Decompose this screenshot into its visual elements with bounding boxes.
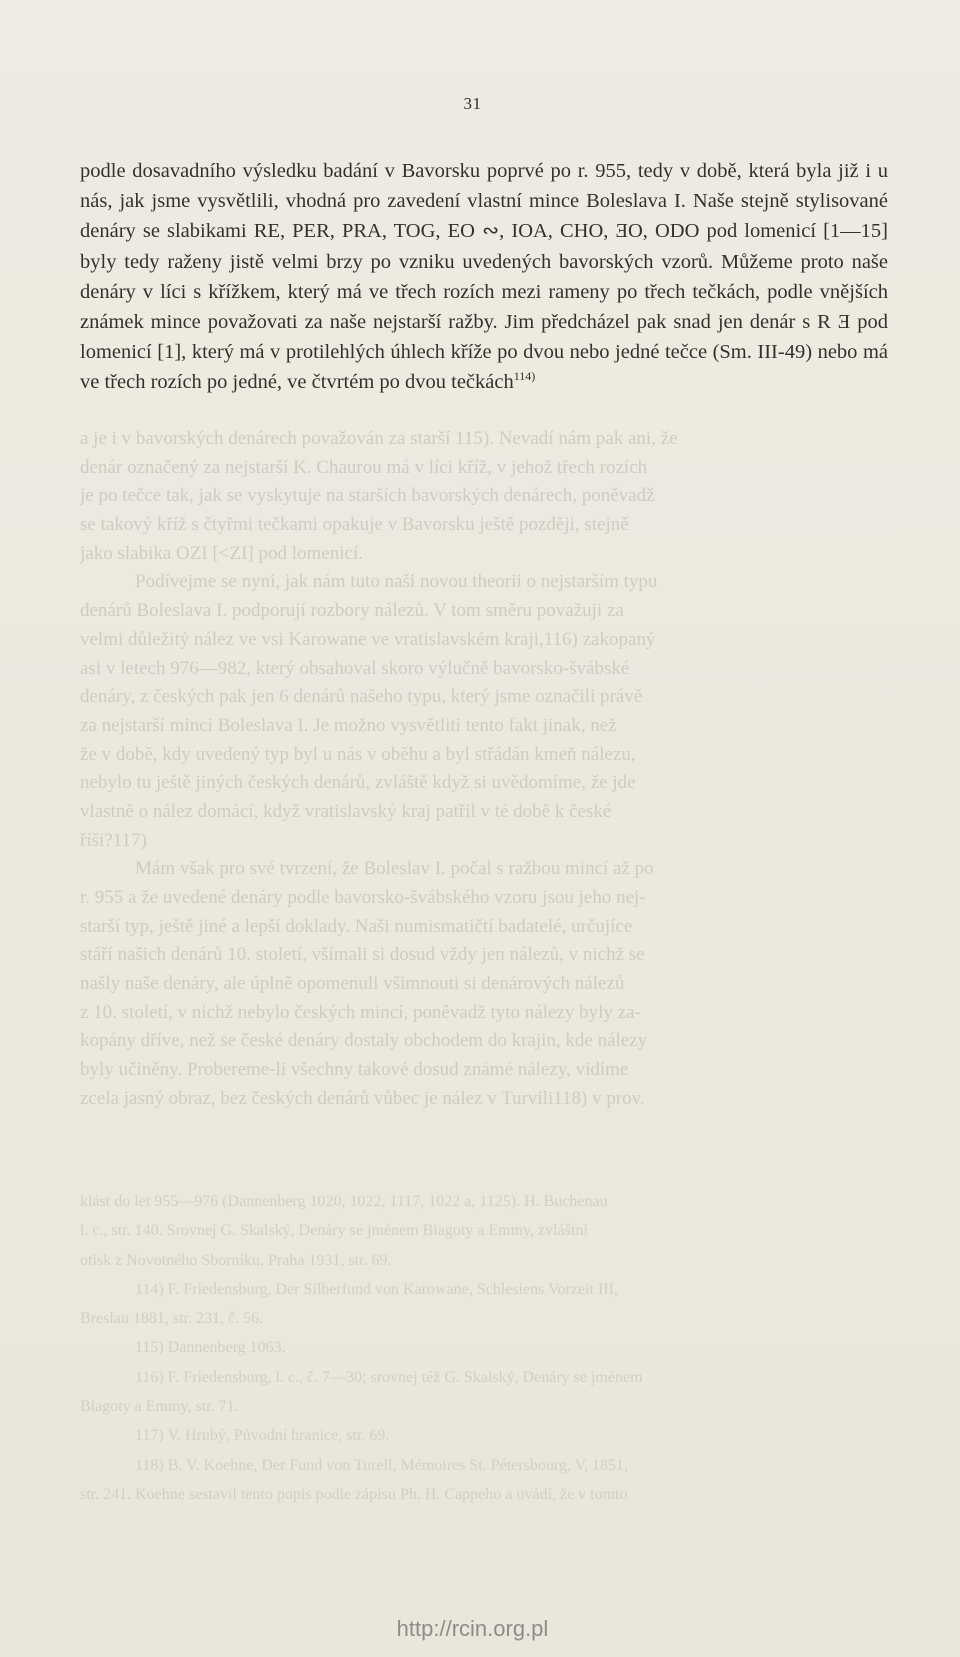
paragraph-text: podle dosavadního výsledku badání v Bavorsku poprvé po r. 955, tedy v době, která byla již i u nás, jak jsme vysvětlili, vhodná pro zavedení vlastní mince Boleslava I. Naše stejně stylisované denáry se slabikami RE, PER, PRA, TOG, EO ∾, IOA, CHO, ƎO, ODO pod lomenicí [1—15] byly tedy raženy jistě velmi brzy po vzniku uvedených bavorských vzorů. Můžeme proto naše denáry v líci s křížkem, který má ve třech rozích mezi rameny po třech tečkách, podle vnějších známek mince považovati za naše nejstarší ražby. Jim předcházel pak snad jen denár s R Ǝ pod lomenicí [1], který má v protilehlých úhlech kříže po dvou nebo jedné tečce (Sm. III-49) nebo má ve třech rozích po jedné, ve čtvrtém po dvou tečkách [80, 160, 888, 394]
footnotes-block [80, 1187, 888, 1517]
faded-line: asi v letech 976—982, který obsahoval skoro výlučně bavorsko-švábské [80, 657, 630, 679]
footnote-line: 114) F. Friedensburg, Der Silberfund von Karowane, Schlesiens Vorzeit III, [135, 1280, 618, 1298]
faded-line: kopány dříve, než se české denáry dostaly obchodem do krajin, kde nálezy [80, 1030, 648, 1052]
footnote-line: 118) B. V. Koehne, Der Fund von Turell, Mémoires St. Pétersbourg, V, 1851, [135, 1456, 629, 1474]
page-number: 31 [463, 94, 482, 113]
footnote-line: 116) F. Friedensburg, l. c., č. 7—30; srovnej též G. Skalský, Denáry se jménem [135, 1368, 643, 1386]
footnote-line: otisk z Novotného Sborníku, Praha 1931, str. 69. [80, 1251, 392, 1269]
faded-line: zcela jasný obraz, bez českých denárů vůbec je nález v Turvili118) v prov. [80, 1087, 645, 1109]
faded-line: že v době, kdy uvedený typ byl u nás v oběhu a byl střádán kmeň nálezu, [80, 743, 636, 765]
faded-line: denárů Boleslava I. podporují rozbory nálezů. V tom směru považuji za [80, 600, 624, 622]
footnote-line: klást do let 955—976 (Dannenberg 1020, 1022, 1117, 1022 a, 1125). H. Buchenau [80, 1193, 608, 1210]
footnote-line: 115) Dannenberg 1063. [135, 1339, 286, 1357]
footnote-line: str. 241. Koehne sestavil tento popis podle zápisu Ph. H. Cappeho a uvádí, že v tomto [80, 1485, 628, 1503]
faded-line: Podívejme se nyní, jak nám tuto naši novou theorii o nejstarším typu [135, 571, 658, 593]
faded-line: denár označený za nejstarší K. Chaurou má v líci kříž, v jehož třech rozích [80, 456, 648, 478]
faded-line: a je i v bavorských denárech považován za starší 115). Nevadí nám pak ani, že [80, 428, 678, 449]
faded-text-block [80, 425, 888, 1129]
faded-line: r. 955 a že uvedené denáry podle bavorsko-švábského vzoru jsou jeho nej- [80, 887, 646, 908]
main-paragraph [80, 156, 888, 398]
footnote-line: 117) V. Hrubý, Původní hranice, str. 69. [135, 1427, 390, 1445]
faded-line: velmi důležitý nález ve vsi Karowane ve vratislavském kraji,116) zakopaný [80, 628, 656, 650]
footnote-reference: 114) [513, 369, 536, 384]
footnote-line: Breslau 1881, str. 231, č. 56. [80, 1310, 264, 1328]
faded-line: stáří našich denárů 10. století, všímali si dosud vždy jen nálezů, v nichž se [80, 944, 645, 966]
footnote-line: Biagoty a Emmy, str. 71. [80, 1398, 239, 1416]
faded-line: byly učiněny. Probereme-li všechny takové dosud známé nálezy, vidíme [80, 1059, 629, 1081]
faded-line: nebylo tu ještě jiných českých denárů, zvláště když si uvědomíme, že jde [80, 772, 636, 794]
faded-line: Mám však pro své tvrzení, že Boleslav I. počal s ražbou mincí až po [135, 858, 654, 880]
faded-line: se takový kříž s čtyřmi tečkami opakuje v Bavorsku ještě později, stejně [80, 514, 629, 536]
faded-line: jako slabika OZI [<ZI] pod lomenicí. [80, 542, 363, 564]
faded-line: denáry, z českých pak jen 6 denárů našeho typu, který jsme označili právě [80, 686, 643, 708]
faded-line: říši?117) [80, 829, 147, 851]
faded-line: z 10. století, v nichž nebylo českých mincí, poněvadž tyto nálezy byly za- [80, 1001, 641, 1023]
source-watermark: http://rcin.org.pl [396, 1616, 549, 1641]
faded-line: je po tečce tak, jak se vyskytuje na starších bavorských denárech, poněvadž [80, 485, 655, 507]
faded-line: starší typ, ještě jiné a lepší doklady. Naši numismatičtí badatelé, určujíce [80, 915, 633, 937]
faded-line: našly naše denáry, ale úplně opomenuli všimnouti si denárových nálezů [80, 973, 625, 995]
faded-line: vlastně o nález domácí, když vratislavský kraj patřil v té době k české [80, 800, 612, 822]
faded-line: za nejstarší minci Boleslava I. Je možno vysvětliti tento fakt jinak, než [80, 714, 617, 736]
footnote-line: l. c., str. 140. Srovnej G. Skalský, Denáry se jménem Biagoty a Emmy, zvláštní [80, 1222, 588, 1240]
